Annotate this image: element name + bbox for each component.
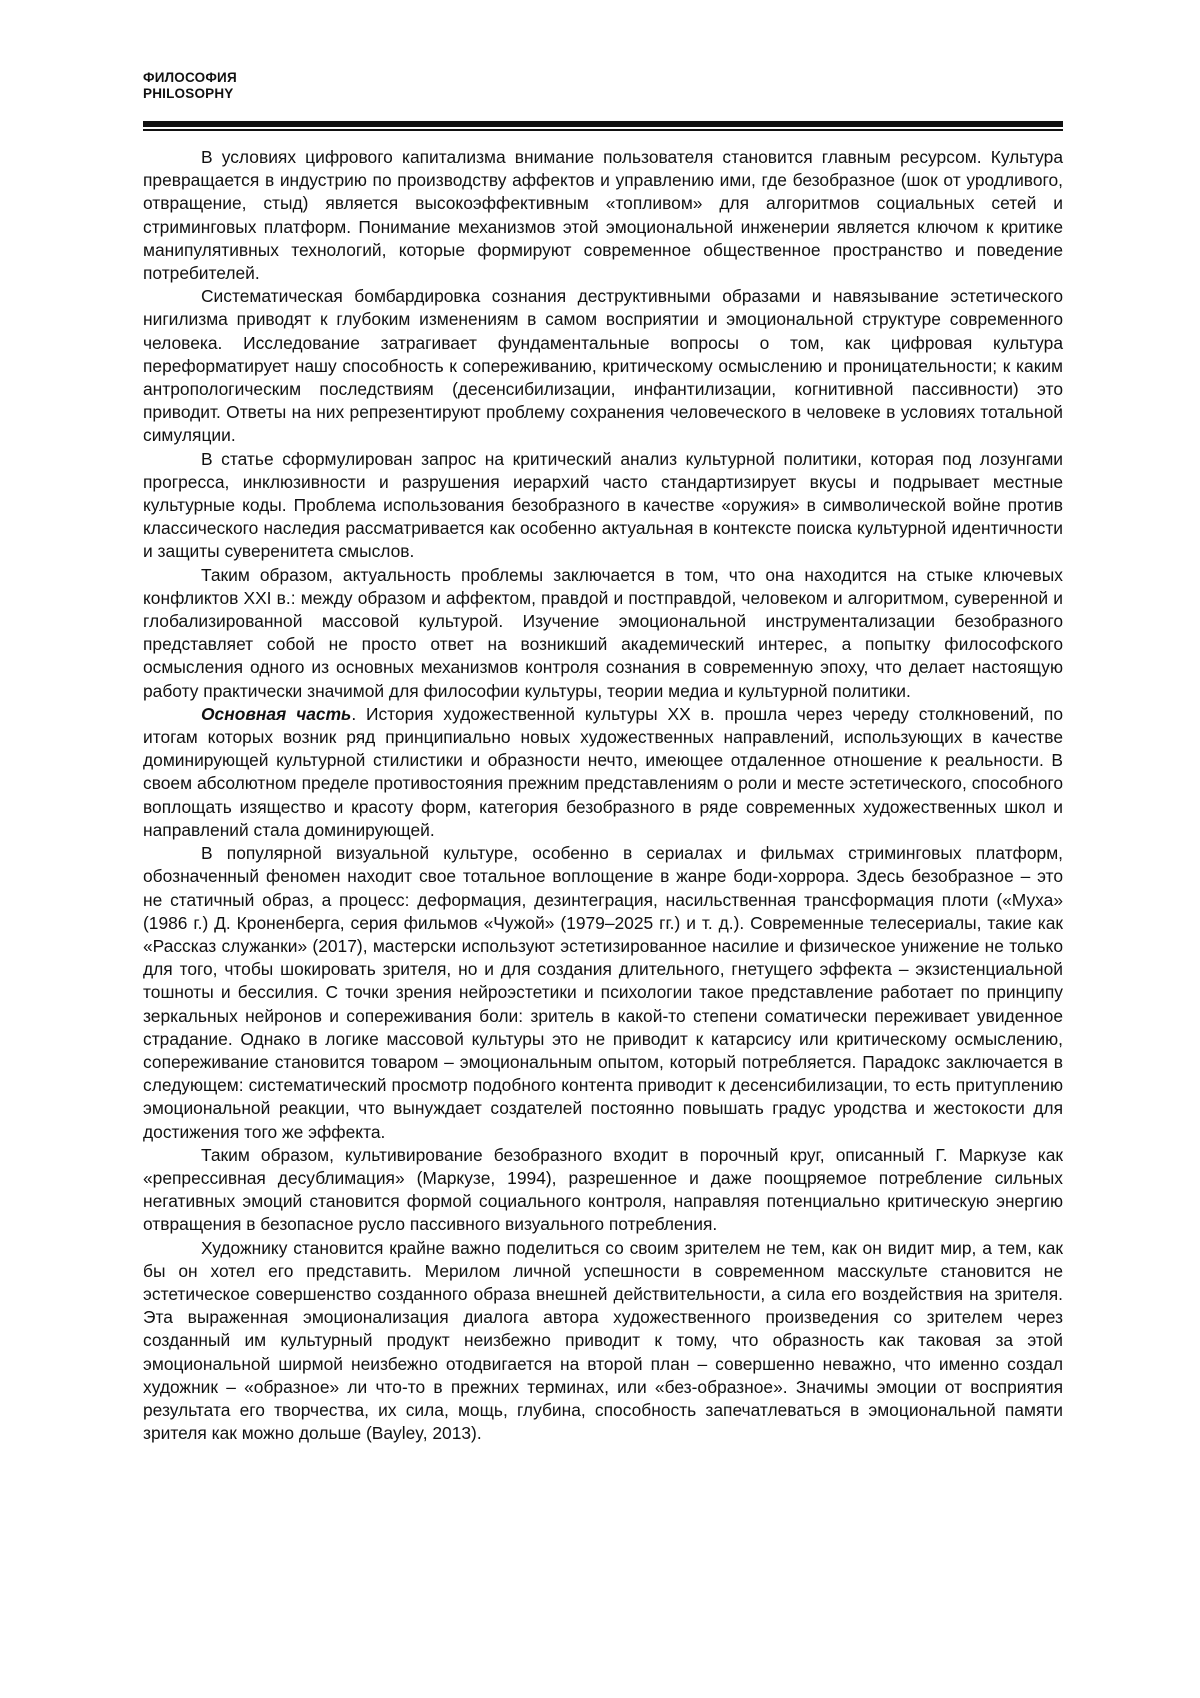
paragraph-8: Художнику становится крайне важно поделиться со своим зрителем не тем, как он видит мир, а тем, как бы он хотел его представить. Мерилом личной успешности в современном масскульте становится не эстетическое совершенство созданного образа внешней действительности, а сила его воздействия на зрителя. Эта выраженная эмоционализация диалога автора художественного произведения со зрителем через созданный им культурный продукт неизбежно приводит к тому, что образность как таковая за этой эмоциональной ширмой неизбежно отодвигается на второй план – совершенно неважно, что именно создал художник – «образное» ли что-то в прежних терминах, или «без-образное». Значимы эмоции от восприятия результата его творчества, их сила, мощь, глубина, способность запечатлеваться в эмоциональной памяти зрителя как можно дольше (Bayley, 2013). [143, 1237, 1063, 1444]
running-header [143, 70, 237, 102]
paragraph-1: В условиях цифрового капитализма внимание пользователя становится главным ресурсом. Культура превращается в индустрию по производству аффектов и управлению ими, где безобразное (шок от уродливого, отвращение, стыд) является высокоэффективным «топливом» для алгоритмов социальных сетей и стриминговых платформ. Понимание механизмов этой эмоциональной инженерии является ключом к критике манипулятивных технологий, которые формируют современное общественное пространство и поведение потребителей. [143, 147, 1063, 284]
header-rule-thick [143, 121, 1063, 127]
main-part-heading: Основная часть [201, 703, 352, 724]
paragraph-5-text: . История художественной культуры XX в. прошла через череду столкновений, по итогам которых возник ряд принципиально новых художественных направлений, использующих в качестве доминирующей культурной стилистики и образности нечто, имеющее отдаленное отношение к реальности. В своем абсолютном пределе противостояния прежним представлениям о роли и месте эстетического, способного воплощать изящество и красоту форм, категория безобразного в ряде современных художественных школ и направлений стала доминирующей. [143, 703, 1063, 840]
article-body [143, 146, 1063, 1445]
paragraph-5 [143, 703, 1063, 842]
paragraph-2: Систематическая бомбардировка сознания деструктивными образами и навязывание эстетического нигилизма приводят к глубоким изменениям в самом восприятии и эмоциональной структуре современного человека. Исследование затрагивает фундаментальные вопросы о том, как цифровая культура переформатирует нашу способность к сопереживанию, критическому осмыслению и проницательности; к каким антропологическим последствиям (десенсибилизации, инфантилизации, когнитивной пассивности) это приводит. Ответы на них репрезентируют проблему сохранения человеческого в человеке в условиях тотальной симуляции. [143, 286, 1063, 446]
paragraph-6: В популярной визуальной культуре, особенно в сериалах и фильмах стриминговых платформ, обозначенный феномен находит свое тотальное воплощение в жанре боди-хоррора. Здесь безобразное – это не статичный образ, а процесс: деформация, дезинтеграция, насильственная трансформация плоти («Муха» (1986 г.) Д. Кроненберга, серия фильмов «Чужой» (1979–2025 гг.) и т. д.). Современные телесериалы, такие как «Рассказ служанки» (2017), мастерски используют эстетизированное насилие и физическое унижение не только для того, чтобы шокировать зрителя, но и для создания длительного, гнетущего эффекта – экзистенциальной тошноты и бессилия. С точки зрения нейроэстетики и психологии такое представление работает по принципу зеркальных нейронов и сопереживания боли: зритель в какой-то степени соматически переживает увиденное страдание. Однако в логике массовой культуры это не приводит к катарсису или критическому осмыслению, сопереживание становится товаром – эмоциональным опытом, который потребляется. Парадокс заключается в следующем: систематический просмотр подобного контента приводит к десенсибилизации, то есть притуплению эмоциональной реакции, что вынуждает создателей постоянно повышать градус уродства и жестокости для достижения того же эффекта. [143, 843, 1063, 1142]
section-title-ru: ФИЛОСОФИЯ [143, 70, 237, 85]
section-title-en: PHILOSOPHY [143, 86, 234, 101]
paragraph-4: Таким образом, актуальность проблемы заключается в том, что она находится на стыке ключевых конфликтов XXI в.: между образом и аффектом, правдой и постправдой, человеком и алгоритмом, суверенной и глобализированной массовой культурой. Изучение эмоциональной инструментализации безобразного представляет собой не просто ответ на возникший академический интерес, а попытку философского осмысления одного из основных механизмов контроля сознания в современную эпоху, что делает настоящую работу практически значимой для философии культуры, теории медиа и культурной политики. [143, 564, 1063, 701]
paragraph-3: В статье сформулирован запрос на критический анализ культурной политики, которая под лозунгами прогресса, инклюзивности и разрушения иерархий часто стандартизирует вкусы и подрывает местные культурные коды. Проблема использования безобразного в качестве «оружия» в символической войне против классического наследия рассматривается как особенно актуальная в контексте поиска культурной идентичности и защиты суверенитета смыслов. [143, 448, 1063, 562]
header-rule-thin [143, 129, 1063, 131]
paragraph-7: Таким образом, культивирование безобразного входит в порочный круг, описанный Г. Маркузе как «репрессивная десублимация» (Маркузе, 1994), разрешенное и даже поощряемое потребление сильных негативных эмоций становится формой социального контроля, направляя потенциально критическую энергию отвращения в безопасное русло пассивного визуального потребления. [143, 1144, 1063, 1235]
